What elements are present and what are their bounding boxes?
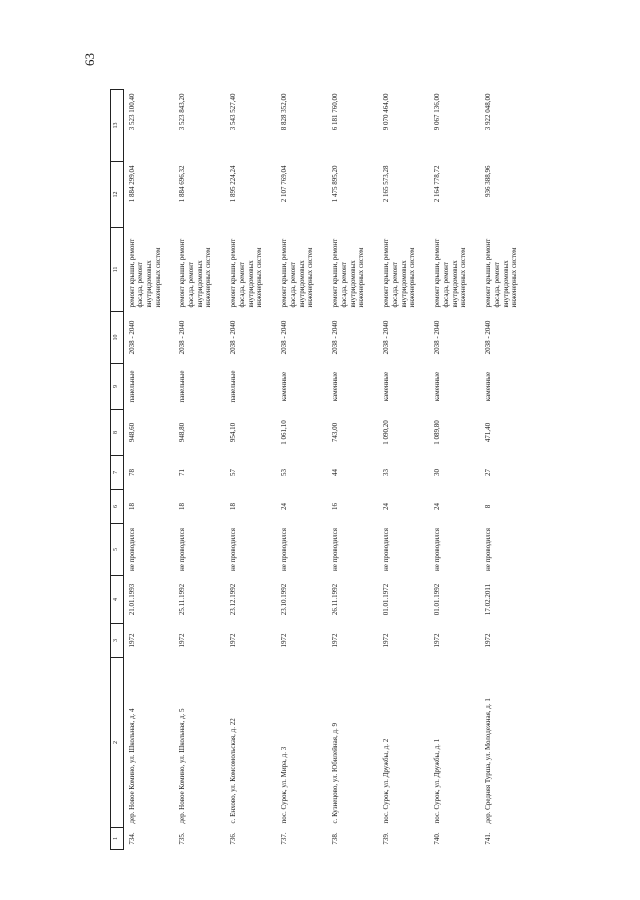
inspection-status: не проводился [127,527,136,572]
wall-material: панельные [229,370,237,403]
table-row [174,90,225,850]
column-header: 9 [111,364,124,410]
repair-works: ремонт крыши, ремонт фасада, ремонт внутридомовых инженерных систем [331,238,366,308]
column-header: 10 [111,312,124,364]
table-row [480,90,531,850]
floors-count: 18 [127,503,136,510]
total-cost: 3 922 048,00 [484,93,492,131]
housing-table [110,89,531,850]
repair-cost: 936 388,96 [484,165,492,197]
year-built: 1972 [127,633,136,648]
residents-count: 44 [331,469,339,476]
floors-count: 24 [280,503,288,510]
repair-works: ремонт крыши, ремонт фасада, ремонт внутридомовых инженерных систем [433,238,468,308]
area: 948,60 [127,422,136,443]
wall-material: каменные [280,371,288,402]
repair-works: ремонт крыши, ремонт фасада, ремонт внутридомовых инженерных систем [280,238,315,308]
inspection-status: не проводился [484,527,492,572]
repair-works: ремонт крыши, ремонт фасада, ремонт внутридомовых инженерных систем [484,238,519,308]
date: 25.11.1992 [178,583,186,616]
address: пос. Сурок, ул. Дружбы, д. 2 [382,738,390,824]
floors-count: 24 [382,503,390,510]
repair-cost: 2 164 778,72 [433,165,441,203]
repair-works: ремонт крыши, ремонт фасада, ремонт внутридомовых инженерных систем [382,238,417,308]
repair-cost: 1 884 299,04 [127,165,136,203]
year-built: 1972 [178,633,186,648]
column-header: 7 [111,456,124,490]
inspection-status: не проводился [382,527,390,572]
repair-period: 2038 - 2040 [229,320,237,355]
area: 1 090,20 [382,420,390,445]
floors-count: 18 [229,503,237,510]
floors-count: 18 [178,503,186,510]
year-built: 1972 [331,633,339,648]
inspection-status: не проводился [178,527,186,572]
repair-cost: 2 165 573,28 [382,165,390,203]
column-header: 1 [111,828,124,850]
table-row [327,90,378,850]
document-sheet [110,90,520,850]
row-number: 736. [229,832,237,845]
row-number: 741. [484,832,492,845]
residents-count: 78 [127,469,136,476]
column-header: 6 [111,490,124,524]
column-header: 13 [111,90,124,162]
address: с. Кузнецово, ул. Юбилейная, д. 9 [331,722,339,824]
repair-period: 2038 - 2040 [484,320,492,355]
floors-count: 8 [484,504,492,509]
residents-count: 27 [484,469,492,476]
area: 1 061,10 [280,420,288,445]
residents-count: 71 [178,469,186,476]
wall-material: панельные [178,370,186,403]
wall-material: каменные [382,371,390,402]
column-number-header [111,90,124,850]
column-header: 3 [111,624,124,658]
row-number: 740. [433,832,441,845]
date: 26.11.1992 [331,583,339,616]
repair-period: 2038 - 2040 [280,320,288,355]
row-number: 739. [382,832,390,845]
date: 17.02.2011 [484,583,492,616]
year-built: 1972 [280,633,288,648]
year-built: 1972 [229,633,237,648]
inspection-status: не проводился [280,527,288,572]
column-header: 11 [111,228,124,312]
row-number: 734. [127,832,136,845]
column-header: 12 [111,162,124,228]
repair-period: 2038 - 2040 [331,320,339,355]
address: пос. Сурок, ул. Дружбы, д. 1 [433,738,441,824]
date: 01.01.1992 [433,583,441,616]
residents-count: 30 [433,469,441,476]
floors-count: 24 [433,503,441,510]
address: с. Енхово, ул. Комсомольская, д. 22 [229,718,237,824]
area: 948,80 [178,422,186,443]
repair-works: ремонт крыши, ремонт фасада, ремонт внутридомовых инженерных систем [178,238,213,308]
date: 23.10.1992 [280,583,288,616]
total-cost: 9 067 136,00 [433,93,441,131]
area: 743,00 [331,422,339,443]
floors-count: 16 [331,503,339,510]
date: 01.01.1972 [382,583,390,616]
column-header: 2 [111,658,124,828]
address: дер. Новое Комино, ул. Школьная, д. 5 [178,708,186,824]
row-number: 735. [178,832,186,845]
repair-cost: 1 895 224,24 [229,165,237,203]
inspection-status: не проводился [331,527,339,572]
total-cost: 3 523 843,20 [178,93,186,131]
year-built: 1972 [433,633,441,648]
address: дер. Новое Комино, ул. Школьная, д. 4 [127,708,136,824]
table-row [429,90,480,850]
row-number: 737. [280,832,288,845]
total-cost: 9 070 464,00 [382,93,390,131]
wall-material: панельные [127,370,136,403]
residents-count: 53 [280,469,288,476]
table-row [276,90,327,850]
repair-cost: 1 475 895,20 [331,165,339,203]
inspection-status: не проводился [229,527,237,572]
address: пос. Сурок, ул. Мира, д. 3 [280,746,288,824]
row-number: 738. [331,832,339,845]
table-row [123,90,174,850]
repair-cost: 1 884 696,32 [178,165,186,203]
date: 23.12.1992 [229,583,237,616]
year-built: 1972 [484,633,492,648]
area: 1 089,80 [433,420,441,445]
wall-material: каменные [331,371,339,402]
total-cost: 8 828 352,00 [280,93,288,131]
year-built: 1972 [382,633,390,648]
column-header: 8 [111,410,124,456]
repair-period: 2038 - 2040 [433,320,441,355]
repair-period: 2038 - 2040 [127,320,136,355]
column-header: 4 [111,576,124,624]
wall-material: каменные [484,371,492,402]
inspection-status: не проводился [433,527,441,572]
repair-cost: 2 107 769,04 [280,165,288,203]
table-row [225,90,276,850]
date: 21.01.1993 [127,583,136,616]
total-cost: 6 181 760,00 [331,93,339,131]
address: дер. Средняя Турша, ул. Молодежная, д. 1 [484,698,492,824]
repair-works: ремонт крыши, ремонт фасада, ремонт внутридомовых инженерных систем [127,238,162,308]
total-cost: 3 543 527,40 [229,93,237,131]
column-header: 5 [111,524,124,576]
residents-count: 33 [382,469,390,476]
table-row [378,90,429,850]
wall-material: каменные [433,371,441,402]
page-number: 63 [82,53,97,66]
area: 471,40 [484,422,492,443]
total-cost: 3 523 100,40 [127,93,136,131]
area: 954,10 [229,422,237,443]
residents-count: 57 [229,469,237,476]
repair-period: 2038 - 2040 [382,320,390,355]
repair-works: ремонт крыши, ремонт фасада, ремонт внутридомовых инженерных систем [229,238,264,308]
repair-period: 2038 - 2040 [178,320,186,355]
